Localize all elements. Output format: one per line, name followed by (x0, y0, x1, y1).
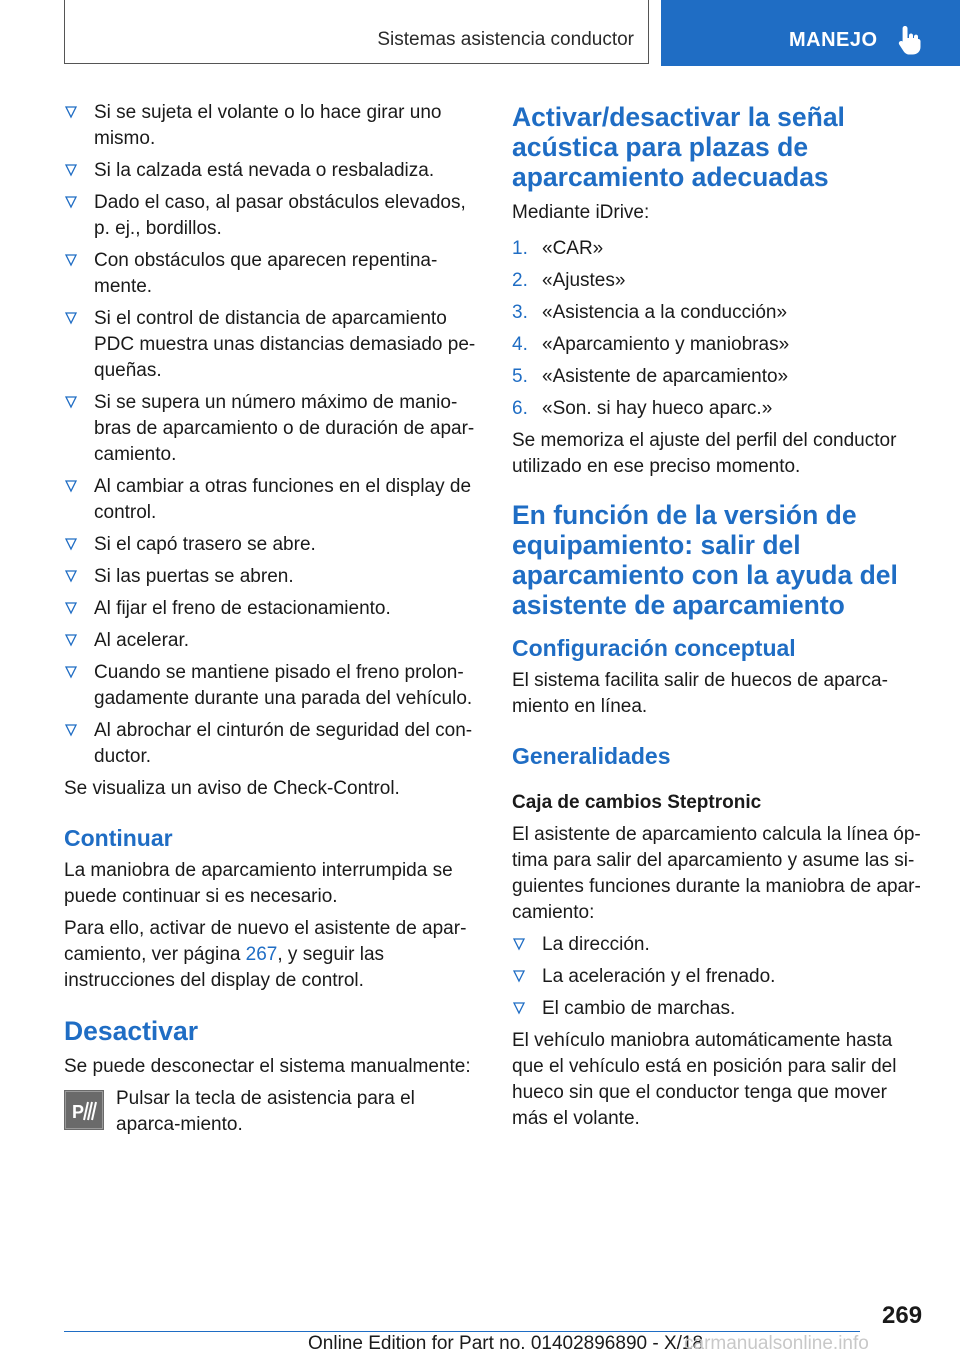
list-item-text: Con obstáculos que aparecen repentina‐mente. (94, 250, 438, 297)
step-item (512, 300, 924, 326)
chapter-tab[interactable] (661, 0, 960, 66)
triangle-bullet-icon (64, 394, 78, 410)
triangle-bullet-icon (64, 632, 78, 648)
triangle-bullet-icon (512, 968, 526, 984)
continuar-text-2-end: , y seguir las instrucciones del display de control. (64, 944, 385, 991)
list-item-text: El cambio de marchas. (542, 998, 736, 1019)
list-item (512, 996, 924, 1022)
steptronic-heading: Caja de cambios Steptronic (512, 792, 762, 813)
triangle-bullet-icon (64, 310, 78, 326)
triangle-bullet-icon (64, 162, 78, 178)
desactivar-text: Se puede desconectar el sistema manualmente: (64, 1056, 471, 1077)
list-item (64, 596, 476, 622)
list-item-text: La dirección. (542, 934, 650, 955)
continuar-text-2-start: Para ello, activar de nuevo el asistente de apar‐camiento, ver página (64, 918, 467, 965)
step-number: 3. (512, 302, 528, 323)
list-item-text: Si se sujeta el volante o lo hace girar uno mismo. (94, 102, 442, 149)
step-item (512, 396, 924, 422)
list-item-text: Si se supera un número máximo de manio‐bras de aparcamiento o de duración de apar‐camiento. (94, 392, 475, 465)
step-number: 4. (512, 334, 528, 355)
step-text: «Asistencia a la conducción» (542, 302, 788, 323)
button-instruction (64, 1086, 476, 1138)
step-text: «Aparcamiento y maniobras» (542, 334, 790, 355)
triangle-bullet-icon (64, 536, 78, 552)
list-item (64, 474, 476, 526)
step-item (512, 332, 924, 358)
triangle-bullet-icon (512, 1000, 526, 1016)
list-item (512, 932, 924, 958)
list-item (64, 190, 476, 242)
step-number: 2. (512, 270, 528, 291)
continuar-text-1: La maniobra de aparcamiento interrumpida se puede continuar si es necesario. (64, 860, 453, 907)
page-number: 269 (882, 1302, 923, 1329)
list-item (64, 628, 476, 654)
list-item-text: La aceleración y el frenado. (542, 966, 776, 987)
triangle-bullet-icon (64, 194, 78, 210)
desactivar-heading: Desactivar (64, 1016, 199, 1046)
continuar-text-2 (64, 916, 476, 994)
step-item (512, 236, 924, 262)
hand-pointer-icon (897, 24, 923, 56)
step-text: «Asistente de aparcamiento» (542, 366, 789, 387)
check-control-note: Se visualiza un aviso de Check-Control. (64, 778, 400, 799)
step-text: «Ajustes» (542, 270, 626, 291)
list-item-text: Al fijar el freno de estacionamiento. (94, 598, 391, 619)
steptronic-text: El asistente de aparcamiento calcula la línea óp‐tima para salir del aparcamiento y asume las si‐guientes funciones durante la maniobra de apar‐camiento: (512, 824, 921, 923)
list-item (64, 248, 476, 300)
list-item-text: Si el capó trasero se abre. (94, 534, 316, 555)
idrive-steps-list (512, 236, 924, 422)
triangle-bullet-icon (64, 104, 78, 120)
list-item-text: Cuando se mantiene pisado el freno prolon‐gadamente durante una parada del vehículo. (94, 662, 473, 709)
left-column (64, 100, 476, 1138)
step-number: 5. (512, 366, 528, 387)
list-item-text: Al cambiar a otras funciones en el display de control. (94, 476, 472, 523)
list-item (64, 564, 476, 590)
list-item-text: Si las puertas se abren. (94, 566, 294, 587)
list-item (64, 660, 476, 712)
header-section-box (64, 0, 649, 64)
parking-assistant-button-icon (64, 1090, 104, 1130)
idrive-intro: Mediante iDrive: (512, 202, 650, 223)
triangle-bullet-icon (64, 568, 78, 584)
list-item-text: Si el control de distancia de aparcamiento PDC muestra unas distancias demasiado pe‐queñas. (94, 308, 476, 381)
page-link-267[interactable]: 267 (245, 944, 278, 965)
step-item (512, 364, 924, 390)
list-item (64, 100, 476, 152)
signal-heading: Activar/desactivar la señal acústica para plazas de aparcamiento adecuadas (512, 102, 845, 192)
triangle-bullet-icon (64, 478, 78, 494)
edition-note: Online Edition for Part no. 01402896890 - X/18 (308, 1333, 704, 1354)
section-title: Sistemas asistencia conductor (377, 29, 634, 50)
exit-parking-heading: En función de la versión de equipamiento: salir del aparcamiento con la ayuda del asistente de aparcamiento (512, 500, 898, 620)
step-item (512, 268, 924, 294)
step-text: «Son. si hay hueco aparc.» (542, 398, 773, 419)
step-text: «CAR» (542, 238, 604, 259)
chapter-tab-label: MANEJO (789, 29, 878, 51)
concept-heading: Configuración conceptual (512, 635, 796, 661)
triangle-bullet-icon (64, 664, 78, 680)
list-item (64, 532, 476, 558)
button-instruction-text: Pulsar la tecla de asistencia para el aparca‐miento. (116, 1088, 415, 1135)
continuar-heading: Continuar (64, 825, 173, 851)
footer-rule (64, 1331, 860, 1332)
concept-text: El sistema facilita salir de huecos de aparca‐miento en línea. (512, 670, 888, 717)
functions-list (512, 932, 924, 1022)
triangle-bullet-icon (512, 936, 526, 952)
list-item-text: Dado el caso, al pasar obstáculos elevados, p. ej., bordillos. (94, 192, 466, 239)
list-item (64, 158, 476, 184)
profile-note: Se memoriza el ajuste del perfil del conductor utilizado en ese preciso momento. (512, 430, 897, 477)
general-heading: Generalidades (512, 743, 671, 769)
closing-text: El vehículo maniobra automáticamente hasta que el vehículo está en posición para salir del hueco sin que el conductor tenga que mover más el volante. (512, 1030, 897, 1129)
list-item-text: Al acelerar. (94, 630, 190, 651)
list-item (512, 964, 924, 990)
cancel-conditions-list (64, 100, 476, 770)
svg-text:P: P (72, 1102, 85, 1122)
right-column (512, 102, 924, 1138)
list-item (64, 718, 476, 770)
list-item (64, 306, 476, 384)
step-number: 6. (512, 398, 528, 419)
triangle-bullet-icon (64, 722, 78, 738)
list-item (64, 390, 476, 468)
list-item-text: Si la calzada está nevada o resbaladiza. (94, 160, 435, 181)
triangle-bullet-icon (64, 252, 78, 268)
watermark: carmanualsonline.info (684, 1333, 869, 1354)
list-item-text: Al abrochar el cinturón de seguridad del con‐ductor. (94, 720, 473, 767)
step-number: 1. (512, 238, 528, 259)
triangle-bullet-icon (64, 600, 78, 616)
